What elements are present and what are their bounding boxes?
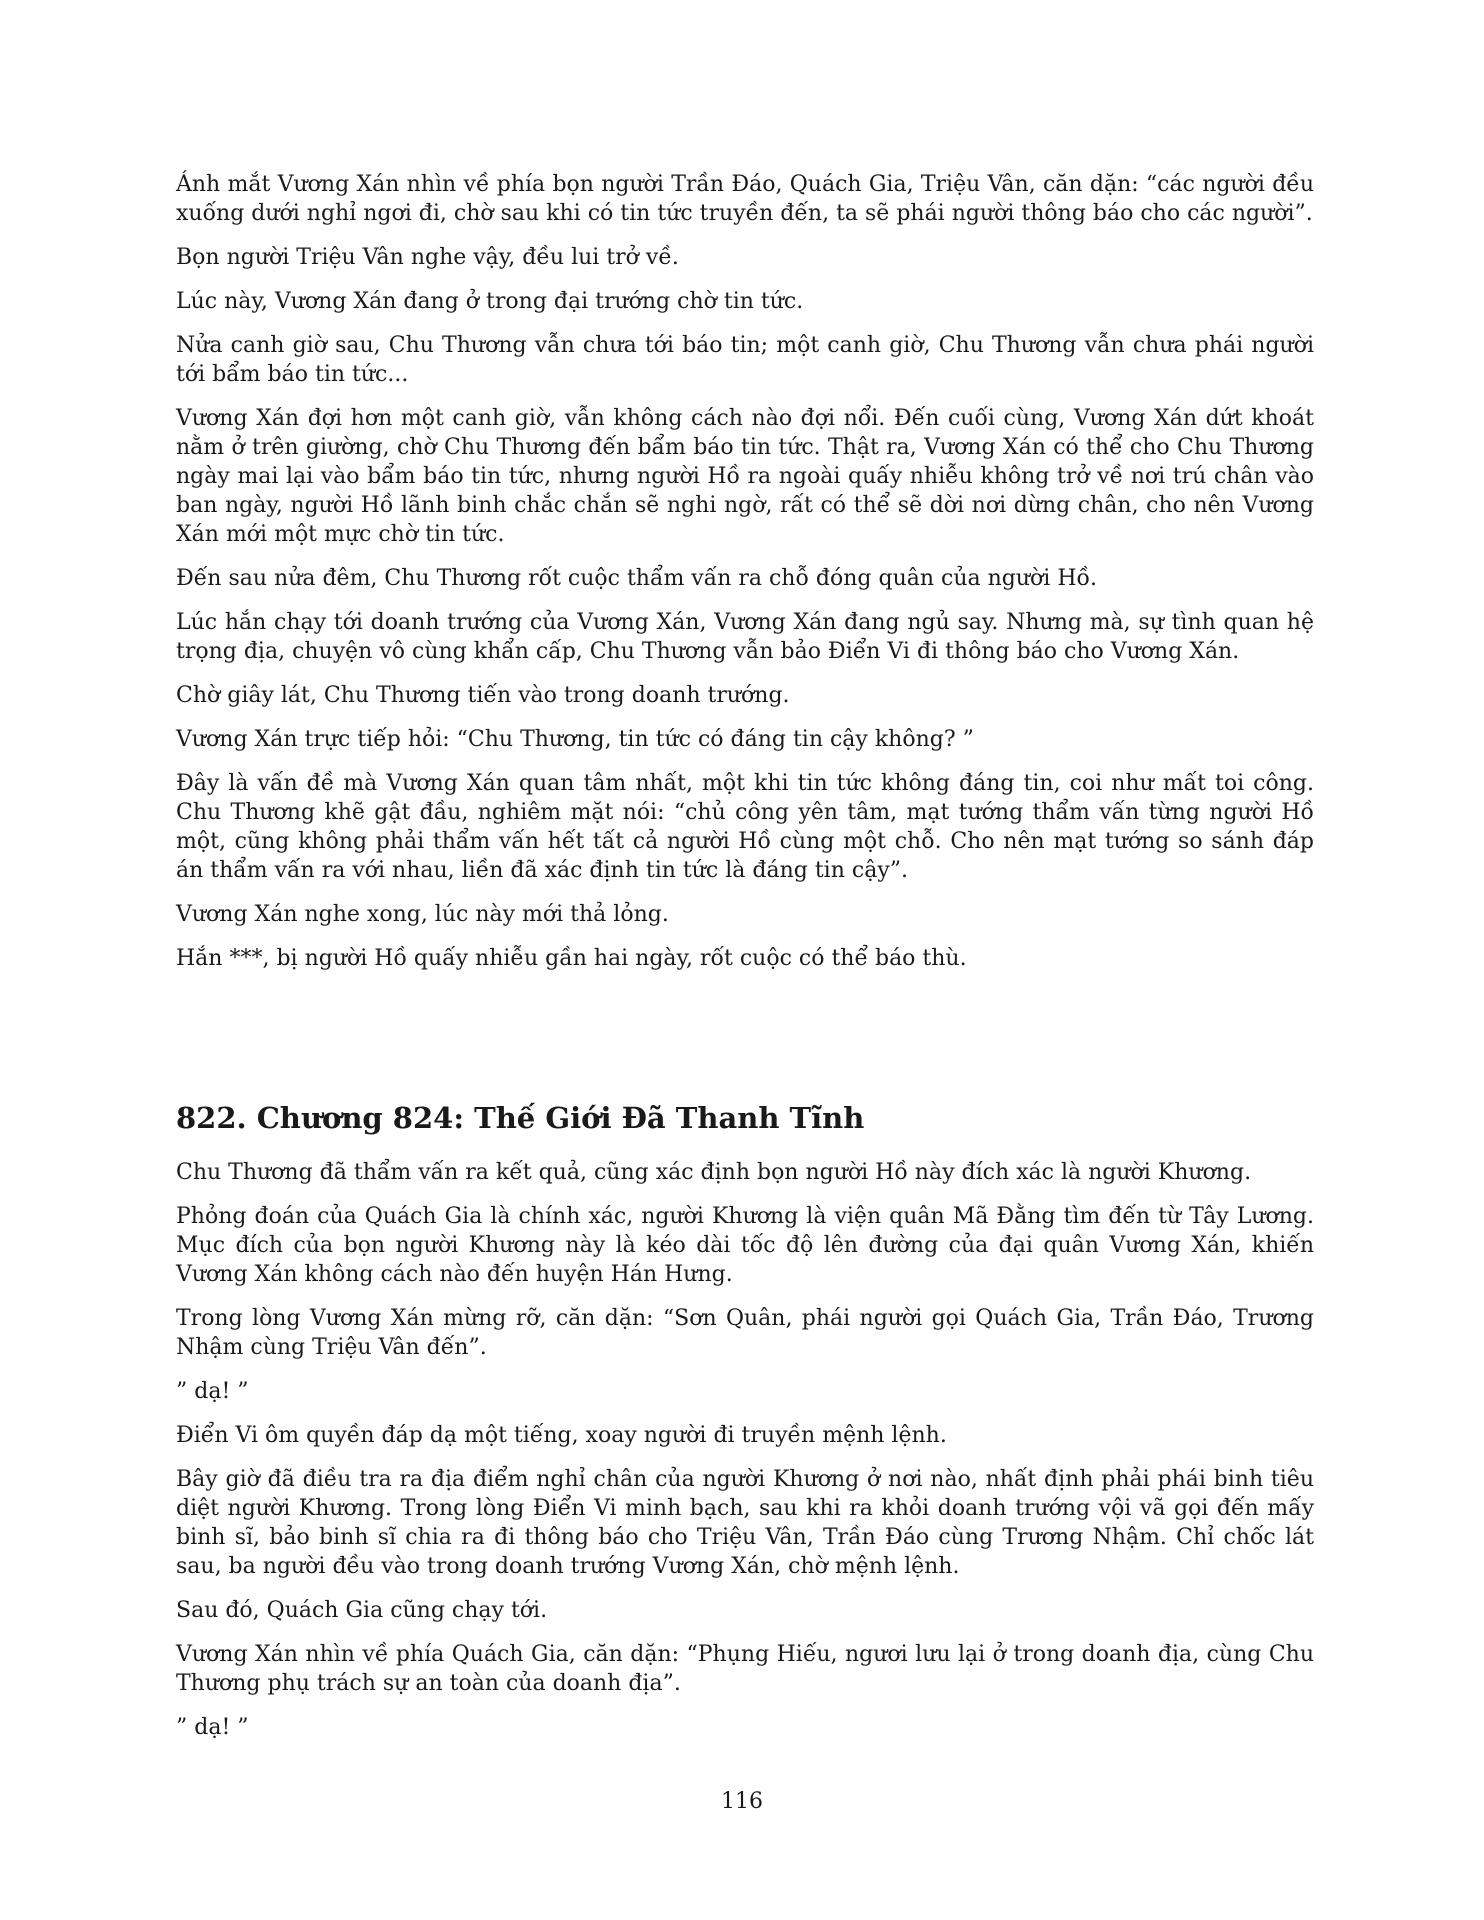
- paragraph: Vương Xán đợi hơn một canh giờ, vẫn không cách nào đợi nổi. Đến cuối cùng, Vương Xán dứt khoát nằm ở trên giường, chờ Chu Thương đến bẩm báo tin tức. Thật ra, Vương Xán có thể cho Chu Thương ngày mai lại vào bẩm báo tin tức, nhưng người Hồ ra ngoài quấy nhiễu không trở về nơi trú chân vào ban ngày, người Hồ lãnh binh chắc chắn sẽ nghi ngờ, rất có thể sẽ dời nơi dừng chân, cho nên Vương Xán mới một mực chờ tin tức.: [176, 406, 1314, 547]
- paragraph: Đây là vấn đề mà Vương Xán quan tâm nhất, một khi tin tức không đáng tin, coi như mất toi công. Chu Thương khẽ gật đầu, nghiêm mặt nói: “chủ công yên tâm, mạt tướng thẩm vấn từng người Hồ một, cũng không phải thẩm vấn hết tất cả người Hồ cùng một chỗ. Cho nên mạt tướng so sánh đáp án thẩm vấn ra với nhau, liền đã xác định tin tức là đáng tin cậy”.: [176, 771, 1314, 883]
- paragraph: Nửa canh giờ sau, Chu Thương vẫn chưa tới báo tin; một canh giờ, Chu Thương vẫn chưa phái người tới bẩm báo tin tức...: [176, 333, 1314, 387]
- chapter-section: [176, 1100, 1314, 1742]
- paragraph: Bây giờ đã điều tra ra địa điểm nghỉ chân của người Khương ở nơi nào, nhất định phải phái binh tiêu diệt người Khương. Trong lòng Điển Vi minh bạch, sau khi ra khỏi doanh trướng vội vã gọi đến mấy binh sĩ, bảo binh sĩ chia ra đi thông báo cho Triệu Vân, Trần Đáo cùng Trương Nhậm. Chỉ chốc lát sau, ba người đều vào trong doanh trướng Vương Xán, chờ mệnh lệnh.: [176, 1467, 1314, 1579]
- paragraph: Lúc hắn chạy tới doanh trướng của Vương Xán, Vương Xán đang ngủ say. Nhưng mà, sự tình quan hệ trọng địa, chuyện vô cùng khẩn cấp, Chu Thương vẫn bảo Điển Vi đi thông báo cho Vương Xán.: [176, 610, 1314, 664]
- paragraph: Sau đó, Quách Gia cũng chạy tới.: [176, 1598, 548, 1623]
- paragraph: Trong lòng Vương Xán mừng rỡ, căn dặn: “Sơn Quân, phái người gọi Quách Gia, Trần Đáo, Trương Nhậm cùng Triệu Vân đến”.: [176, 1306, 1314, 1360]
- paragraph: ” dạ! ”: [176, 1379, 249, 1404]
- paragraph: Hắn ***, bị người Hồ quấy nhiễu gần hai ngày, rốt cuộc có thể báo thù.: [176, 946, 967, 971]
- paragraph: Ánh mắt Vương Xán nhìn về phía bọn người Trần Đáo, Quách Gia, Triệu Vân, căn dặn: “các người đều xuống dưới nghỉ ngơi đi, chờ sau khi có tin tức truyền đến, ta sẽ phái người thông báo cho các người”.: [176, 172, 1314, 226]
- paragraph: Điển Vi ôm quyền đáp dạ một tiếng, xoay người đi truyền mệnh lệnh.: [176, 1423, 947, 1448]
- paragraph: Đến sau nửa đêm, Chu Thương rốt cuộc thẩm vấn ra chỗ đóng quân của người Hồ.: [176, 566, 1097, 591]
- paragraph: Vương Xán trực tiếp hỏi: “Chu Thương, tin tức có đáng tin cậy không? ”: [176, 727, 974, 752]
- paragraph: Vương Xán nghe xong, lúc này mới thả lỏng.: [176, 902, 669, 927]
- paragraph: Bọn người Triệu Vân nghe vậy, đều lui trở về.: [176, 245, 679, 270]
- paragraph: Vương Xán nhìn về phía Quách Gia, căn dặn: “Phụng Hiếu, ngươi lưu lại ở trong doanh địa, cùng Chu Thương phụ trách sự an toàn của doanh địa”.: [176, 1642, 1314, 1696]
- section-previous-chapter-end: [176, 170, 1314, 973]
- paragraph: ” dạ! ”: [176, 1715, 249, 1740]
- chapter-title: 822. Chương 824: Thế Giới Đã Thanh Tĩnh: [176, 1101, 865, 1135]
- page-number: 116: [721, 1789, 763, 1814]
- paragraph: Phỏng đoán của Quách Gia là chính xác, người Khương là viện quân Mã Đằng tìm đến từ Tây Lương. Mục đích của bọn người Khương này là kéo dài tốc độ lên đường của đại quân Vương Xán, khiến Vương Xán không cách nào đến huyện Hán Hưng.: [176, 1204, 1314, 1287]
- chapter-spacer: [176, 988, 1314, 1100]
- paragraph: Lúc này, Vương Xán đang ở trong đại trướng chờ tin tức.: [176, 289, 804, 314]
- paragraph: Chu Thương đã thẩm vấn ra kết quả, cũng xác định bọn người Hồ này đích xác là người Khương.: [176, 1160, 1252, 1185]
- page-content: [176, 170, 1314, 1757]
- paragraph: Chờ giây lát, Chu Thương tiến vào trong doanh trướng.: [176, 683, 790, 708]
